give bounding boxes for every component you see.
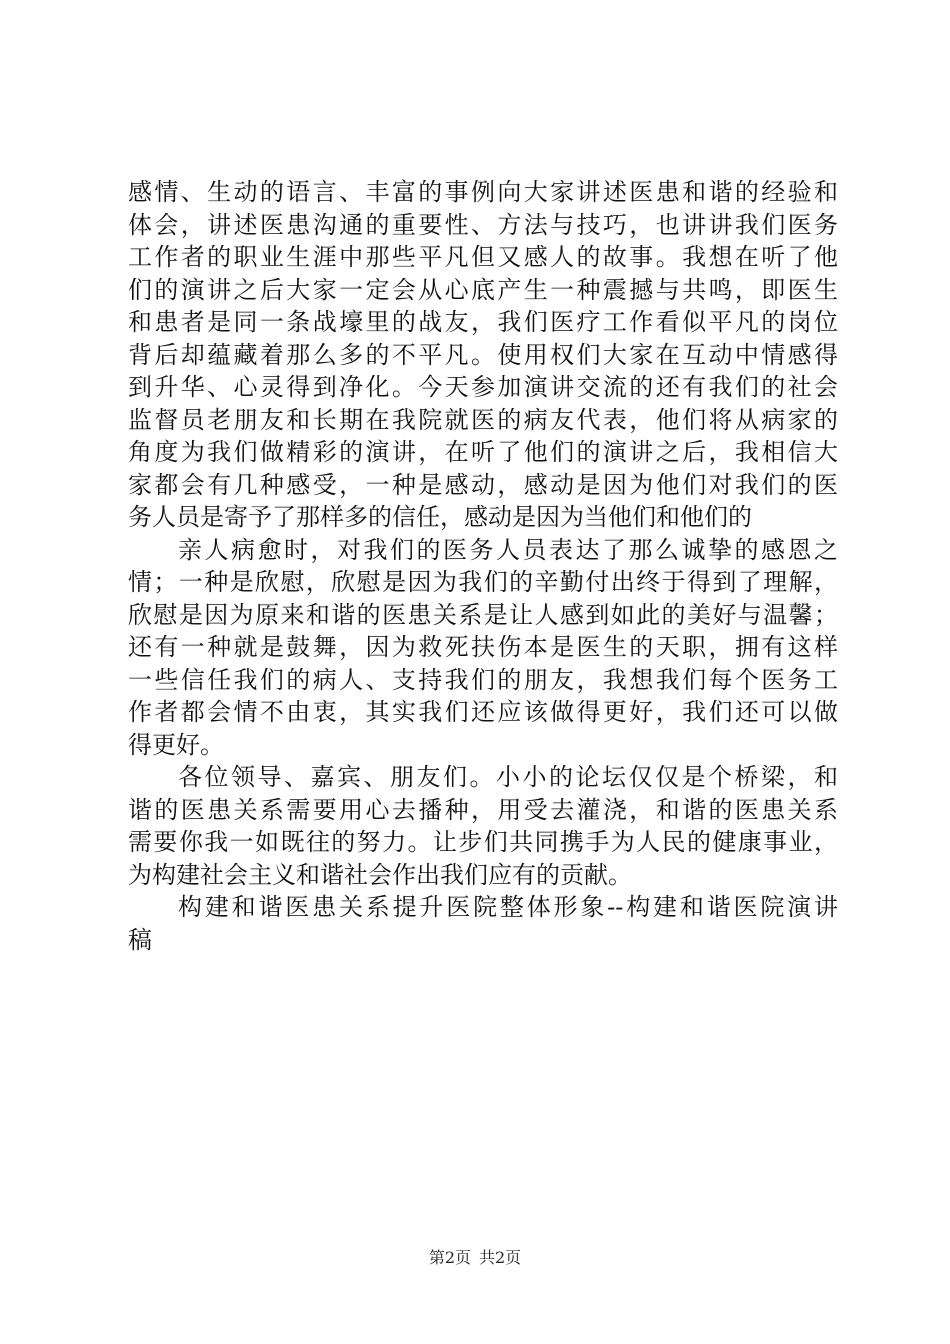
text-line: 情；一种是欣慰，欣慰是因为我们的辛勤付出终于得到了理解， [128,568,838,596]
paragraph [128,761,838,891]
text-line: 谐的医患关系需要用心去播种，用受去灌浇，和谐的医患关系 [128,795,838,824]
text-line: 感情、生动的语言、丰富的事例向大家讲述医患和谐的经验和 [128,178,838,206]
text-line: 家都会有几种感受，一种是感动，感动是因为他们对我们的医 [128,470,838,499]
page-number: 第2页 [428,1248,471,1267]
text-line: 需要你我一如既往的努力。让步们共同携手为人民的健康事业， [128,828,838,856]
text-line: 稿 [128,925,152,954]
text-line: 背后却蕴藏着那么多的不平凡。使用权们大家在互动中情感得 [128,340,838,369]
text-line: 作者都会情不由衷，其实我们还应该做得更好，我们还可以做 [128,698,838,726]
text-line: 得更好。 [128,730,224,759]
text-line: 务人员是寄予了那样多的信任，感动是因为当他们和他们的 [128,503,752,531]
text-line: 一些信任我们的病人、支持我们的朋友，我想我们每个医务工 [128,665,838,694]
text-line: 们的演讲之后大家一定会从心底产生一种震撼与共鸣，即医生 [128,275,838,304]
text-line: 体会，讲述医患沟通的重要性、方法与技巧，也讲讲我们医务 [128,210,838,239]
paragraph [128,176,838,534]
text-line: 构建和谐医患关系提升医院整体形象--构建和谐医院演讲 [178,893,838,921]
text-line: 角度为我们做精彩的演讲，在听了他们的演讲之后，我相信大 [128,438,838,466]
page-footer [0,1245,950,1268]
text-line: 和患者是同一条战壕里的战友，我们医疗工作看似平凡的岗位 [128,308,838,336]
text-line: 到升华、心灵得到净化。今天参加演讲交流的还有我们的社会 [128,373,838,401]
text-line: 亲人病愈时，对我们的医务人员表达了那么诚挚的感恩之 [178,535,838,564]
text-line: 各位领导、嘉宾、朋友们。小小的论坛仅仅是个桥梁，和 [178,763,838,791]
paragraph [128,534,838,762]
paragraph [128,891,838,956]
text-line: 为构建社会主义和谐社会作出我们应有的贡献。 [128,860,632,889]
page-total: 共2页 [479,1248,522,1267]
document-body [128,176,838,956]
text-line: 监督员老朋友和长期在我院就医的病友代表，他们将从病家的 [128,405,838,434]
text-line: 工作者的职业生涯中那些平凡但又感人的故事。我想在听了他 [128,243,838,271]
text-line: 欣慰是因为原来和谐的医患关系是让人感到如此的美好与温馨； [128,600,838,629]
text-line: 还有一种就是鼓舞，因为救死扶伤本是医生的天职，拥有这样 [128,633,838,661]
